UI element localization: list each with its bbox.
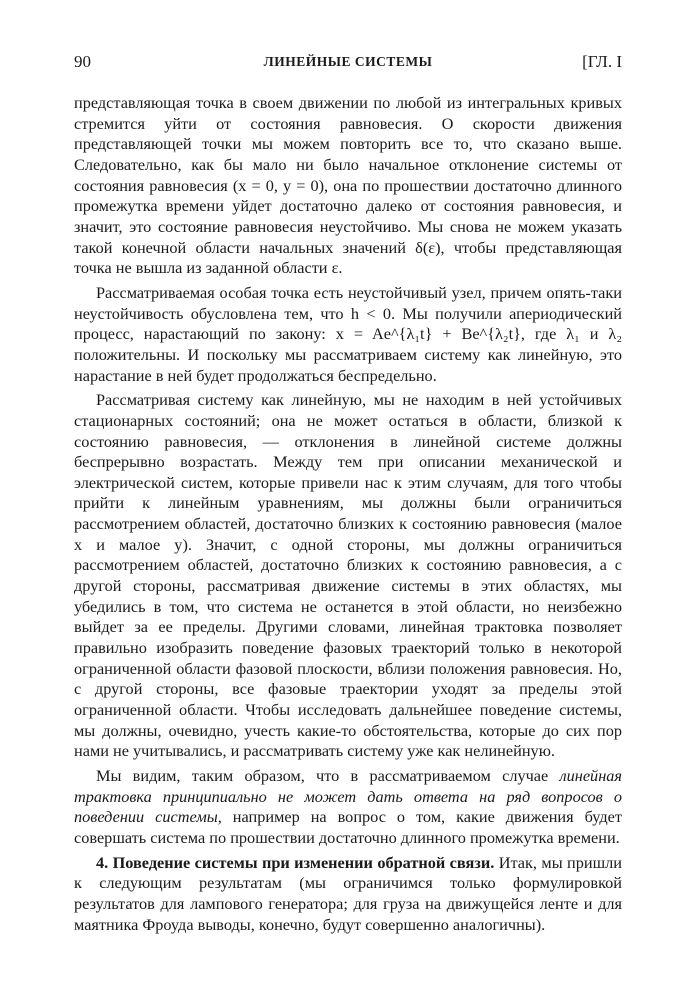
- paragraph-4-end: например на вопрос о том, какие движения будет совершать система по прошествии достаточно длинного промежутка времени.: [74, 807, 622, 847]
- paragraph-5: [74, 853, 622, 936]
- paragraph-4: [74, 766, 622, 849]
- paragraph-4-italic: линейная трактовка принципиально не может дать ответа на ряд вопросов о поведении системы,: [74, 766, 622, 827]
- paragraph-5-text: Итак, мы пришли к следующим результатам (мы ограничимся только формулировкой результатов для лампового генератора; для груза на движущейся ленте и для маятника Фроуда выводы, конечно, будут совершенно аналогичны).: [74, 852, 622, 934]
- page-number: 90: [74, 52, 91, 71]
- section-heading: 4. Поведение системы при изменении обратной связи.: [96, 852, 495, 872]
- body-text: [74, 93, 622, 935]
- paragraph-4-start: Мы видим, таким образом, что в рассматриваемом случае: [96, 766, 549, 785]
- page-header: [74, 52, 622, 76]
- paragraph-3: Рассматривая систему как линейную, мы не находим в ней устойчивых стационарных состояний; она не может остаться в области, близкой к состоянию равновесия, — отклонения в линейной системе должны беспрерывно возрастать. Между тем при описании механической и электрической систем, которые привели нас к этим случаям, для того чтобы прийти к линейным уравнениям, мы должны были ограничиться рассмотрением областей, достаточно близких к состоянию равновесия (малое x и малое y). Значит, с одной стороны, мы должны ограничиться рассмотрением областей, достаточно близких к состоянию равновесия, а с другой стороны, рассматривая движение системы в этих областях, мы убедились в том, что система не останется в этой области, но неизбежно выйдет за ее пределы. Другими словами, линейная трактовка позволяет правильно изобразить поведение фазовых траекторий только в некоторой ограниченной области фазовой плоскости, вблизи положения равновесия. Но, с другой стороны, все фазовые траектории уходят за пределы этой ограниченной области. Чтобы исследовать дальнейшее поведение системы, мы должны, очевидно, учесть какие-то обстоятельства, которые до сих пор нами не учитывались, и рассматривать систему уже как нелинейную.: [74, 390, 622, 761]
- paragraph-1: представляющая точка в своем движении по любой из интегральных кривых стремится уйти от состояния равновесия. О скорости движения представляющей точки мы можем повторить все то, что сказано выше. Следовательно, как бы мало ни было начальное отклонение системы от состояния равновесия (x = 0, y = 0), она по прошествии достаточно длинного промежутка времени уйдет достаточно далеко от состояния равновесия, и значит, это состояние равновесия неустойчиво. Мы снова не можем указать такой конечной области начальных значений δ(ε), чтобы представляющая точка не вышла из заданной области ε.: [74, 93, 622, 278]
- paragraph-2: Рассматриваемая особая точка есть неустойчивый узел, причем опять-таки неустойчивость обусловлена тем, что h < 0. Мы получили апериодический процесс, нарастающий по закону: x = Ae^{λ₁t} + Be^{λ₂t}, где λ₁ и λ₂ положительны. И поскольку мы рассматриваем систему как линейную, это нарастание в ней будет продолжаться беспредельно.: [74, 282, 622, 385]
- running-title: ЛИНЕЙНЫЕ СИСТЕМЫ: [263, 54, 433, 69]
- chapter-marker: [ГЛ. I: [582, 52, 622, 71]
